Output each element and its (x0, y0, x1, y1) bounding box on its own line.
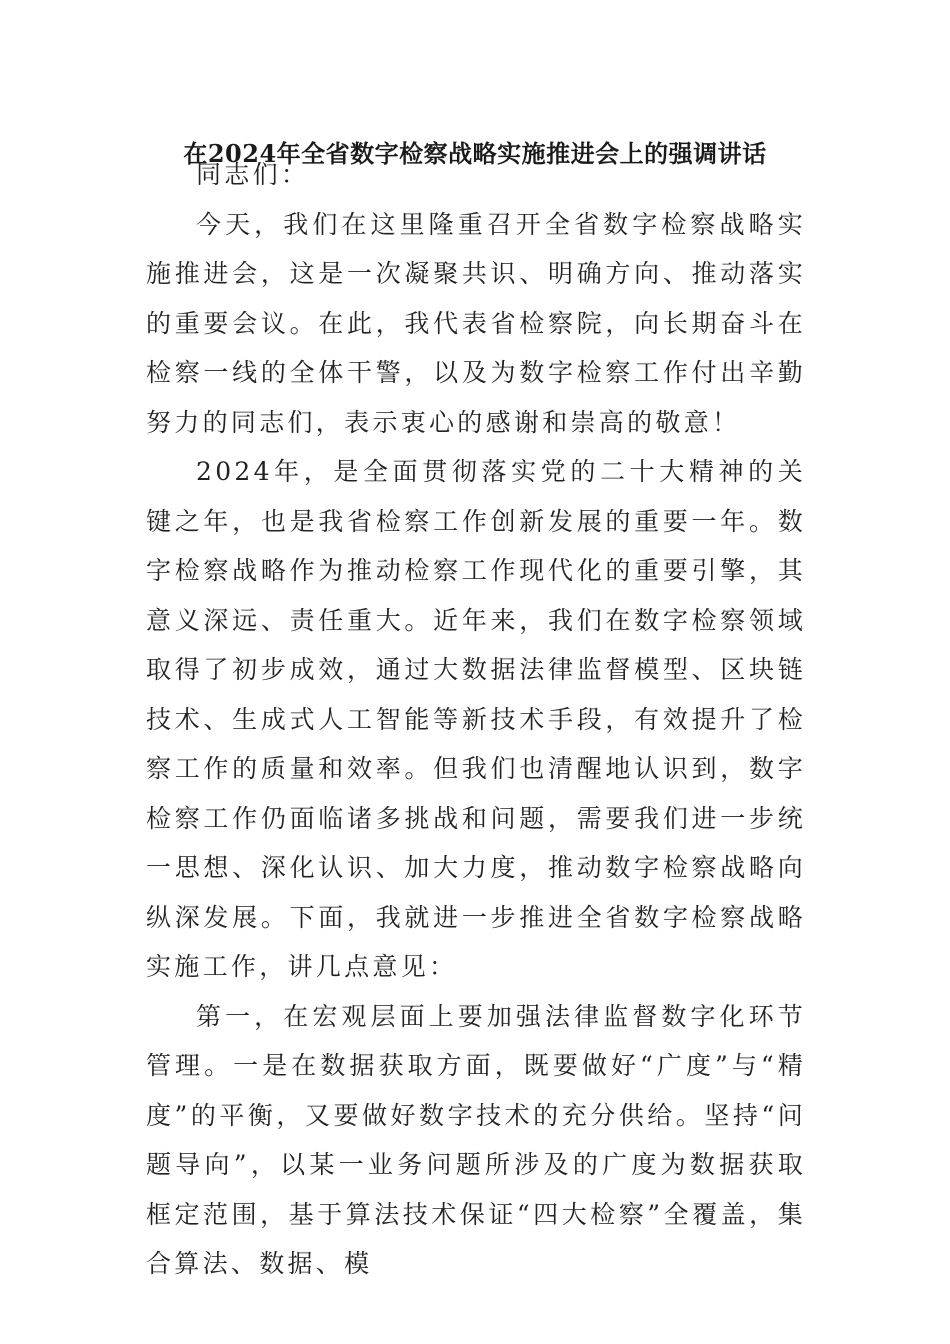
paragraph-3: 第一，在宏观层面上要加强法律监督数字化环节管理。一是在数据获取方面，既要做好“广度”与“精度”的平衡，又要做好数字技术的充分供给。坚持“问题导向”，以某一业务问题所涉及的广度为数据获取框定范围，基于算法技术保证“四大检察”全覆盖，集合算法、数据、模 (146, 1001, 806, 1278)
paragraph-2: 2024年，是全面贯彻落实党的二十大精神的关键之年，也是我省检察工作创新发展的重要一年。数字检察战略作为推动检察工作现代化的重要引擎，其意义深远、责任重大。近年来，我们在数字检察领域取得了初步成效，通过大数据法律监督模型、区块链技术、生成式人工智能等新技术手段，有效提升了检察工作的质量和效率。但我们也清醒地认识到，数字检察工作仍面临诸多挑战和问题，需要我们进一步统一思想、深化认识、加大力度，推动数字检察战略向纵深发展。下面，我就进一步推进全省数字检察战略实施工作，讲几点意见： (146, 457, 806, 981)
document-body (146, 150, 806, 1289)
page-title: 在2024年全省数字检察战略实施推进会上的强调讲话 (183, 139, 767, 168)
greeting: 同志们： (196, 160, 310, 189)
paragraph-1: 今天，我们在这里隆重召开全省数字检察战略实施推进会，这是一次凝聚共识、明确方向、推动落实的重要会议。在此，我代表省检察院，向长期奋斗在检察一线的全体干警，以及为数字检察工作付出辛勤努力的同志们，表示衷心的感谢和崇高的敬意！ (146, 209, 806, 437)
